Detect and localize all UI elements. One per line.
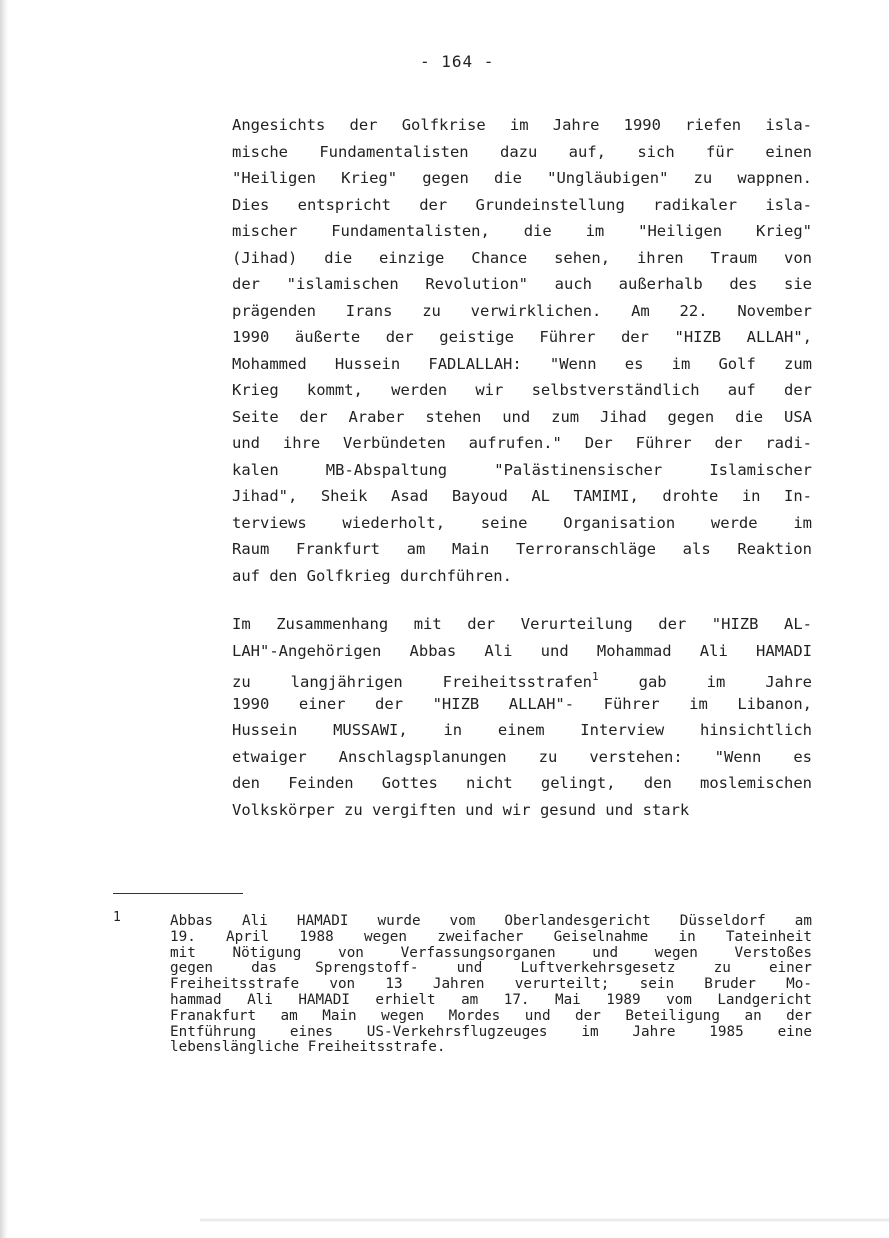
footnote-line: gegen das Sprengstoff- und Luftverkehrsgesetz zu einer [170, 960, 812, 977]
page-number: - 164 - [420, 52, 495, 71]
text-line: Angesichts der Golfkrise im Jahre 1990 riefen isla- [232, 116, 812, 134]
footnote-line: lebenslängliche Freiheitsstrafe. [170, 1039, 446, 1056]
text-line: LAH"-Angehörigen Abbas Ali und Mohammad Ali HAMADI [232, 641, 812, 660]
text-line: mische Fundamentalisten dazu auf, sich für einen [232, 142, 812, 161]
footnote-line: Entführung eines US-Verkehrsflugzeuges im Jahre 1985 eine [170, 1023, 812, 1040]
text-line: mischer Fundamentalisten, die im "Heiligen Krieg" [232, 222, 812, 240]
text-line: den Feinden Gottes nicht gelingt, den moslemischen [232, 774, 812, 792]
paragraph-2 [232, 611, 812, 823]
text-line: (Jihad) die einzige Chance sehen, ihren Traum von [232, 248, 812, 267]
footnote-line: hammad Ali HAMADI erhielt am 17. Mai 1989 vom Landgericht [170, 991, 812, 1008]
footnote-line: mit Nötigung von Verfassungsorganen und wegen Verstoßes [170, 944, 812, 961]
page-left-edge-shadow [0, 0, 8, 1238]
text-line: "Heiligen Krieg" gegen die "Ungläubigen" zu wappnen. [232, 169, 812, 187]
footnote-line: Freiheitsstrafe von 13 Jahren verurteilt; sein Bruder Mo- [170, 976, 812, 993]
text-line-part: gab im Jahre [598, 673, 812, 691]
text-line: Hussein MUSSAWI, in einem Interview hinsichtlich [232, 721, 812, 739]
text-line: Raum Frankfurt am Main Terroranschläge als Reaktion [232, 540, 812, 558]
footnote-reference[interactable]: 1 [592, 670, 599, 683]
text-line: Volkskörper zu vergiften und wir gesund und stark [232, 800, 690, 819]
text-line: Seite der Araber stehen und zum Jihad gegen die USA [232, 407, 812, 426]
text-line: kalen MB-Abspaltung "Palästinensischer Islamischer [232, 460, 812, 479]
footnote-line: Franakfurt am Main wegen Mordes und der Beteiligung an der [170, 1007, 812, 1024]
text-line: auf den Golfkrieg durchführen. [232, 566, 512, 585]
text-line: Im Zusammenhang mit der Verurteilung der "HIZB AL- [232, 615, 812, 633]
footnote-marker: 1 [113, 910, 121, 925]
text-line: 1990 einer der "HIZB ALLAH"- Führer im Libanon, [232, 694, 812, 713]
paragraph-1 [232, 112, 812, 589]
text-line: Jihad", Sheik Asad Bayoud AL TAMIMI, drohte in In- [232, 487, 812, 505]
text-line-with-footnote-ref [232, 664, 812, 691]
text-line: Dies entspricht der Grundeinstellung radikaler isla- [232, 195, 812, 214]
footnote-divider [113, 893, 243, 894]
text-line: Mohammed Hussein FADLALLAH: "Wenn es im Golf zum [232, 354, 812, 373]
footnote-line: 19. April 1988 wegen zweifacher Geiselnahme in Tateinheit [170, 928, 812, 945]
footnote-line: Abbas Ali HAMADI wurde vom Oberlandesgericht Düsseldorf am [170, 913, 812, 929]
text-line: Krieg kommt, werden wir selbstverständlich auf der [232, 381, 812, 399]
text-line: der "islamischen Revolution" auch außerhalb des sie [232, 275, 812, 293]
text-line: prägenden Irans zu verwirklichen. Am 22. November [232, 301, 812, 320]
text-line: 1990 äußerte der geistige Führer der "HIZB ALLAH", [232, 328, 812, 346]
text-line: terviews wiederholt, seine Organisation werde im [232, 513, 812, 532]
footnote-text [170, 914, 812, 1056]
text-line-part: zu langjährigen Freiheitsstrafen [232, 673, 592, 691]
page-bottom-edge-shadow [200, 1218, 889, 1222]
text-line: etwaiger Anschlagsplanungen zu verstehen: "Wenn es [232, 747, 812, 766]
text-line: und ihre Verbündeten aufrufen." Der Führer der radi- [232, 434, 812, 452]
